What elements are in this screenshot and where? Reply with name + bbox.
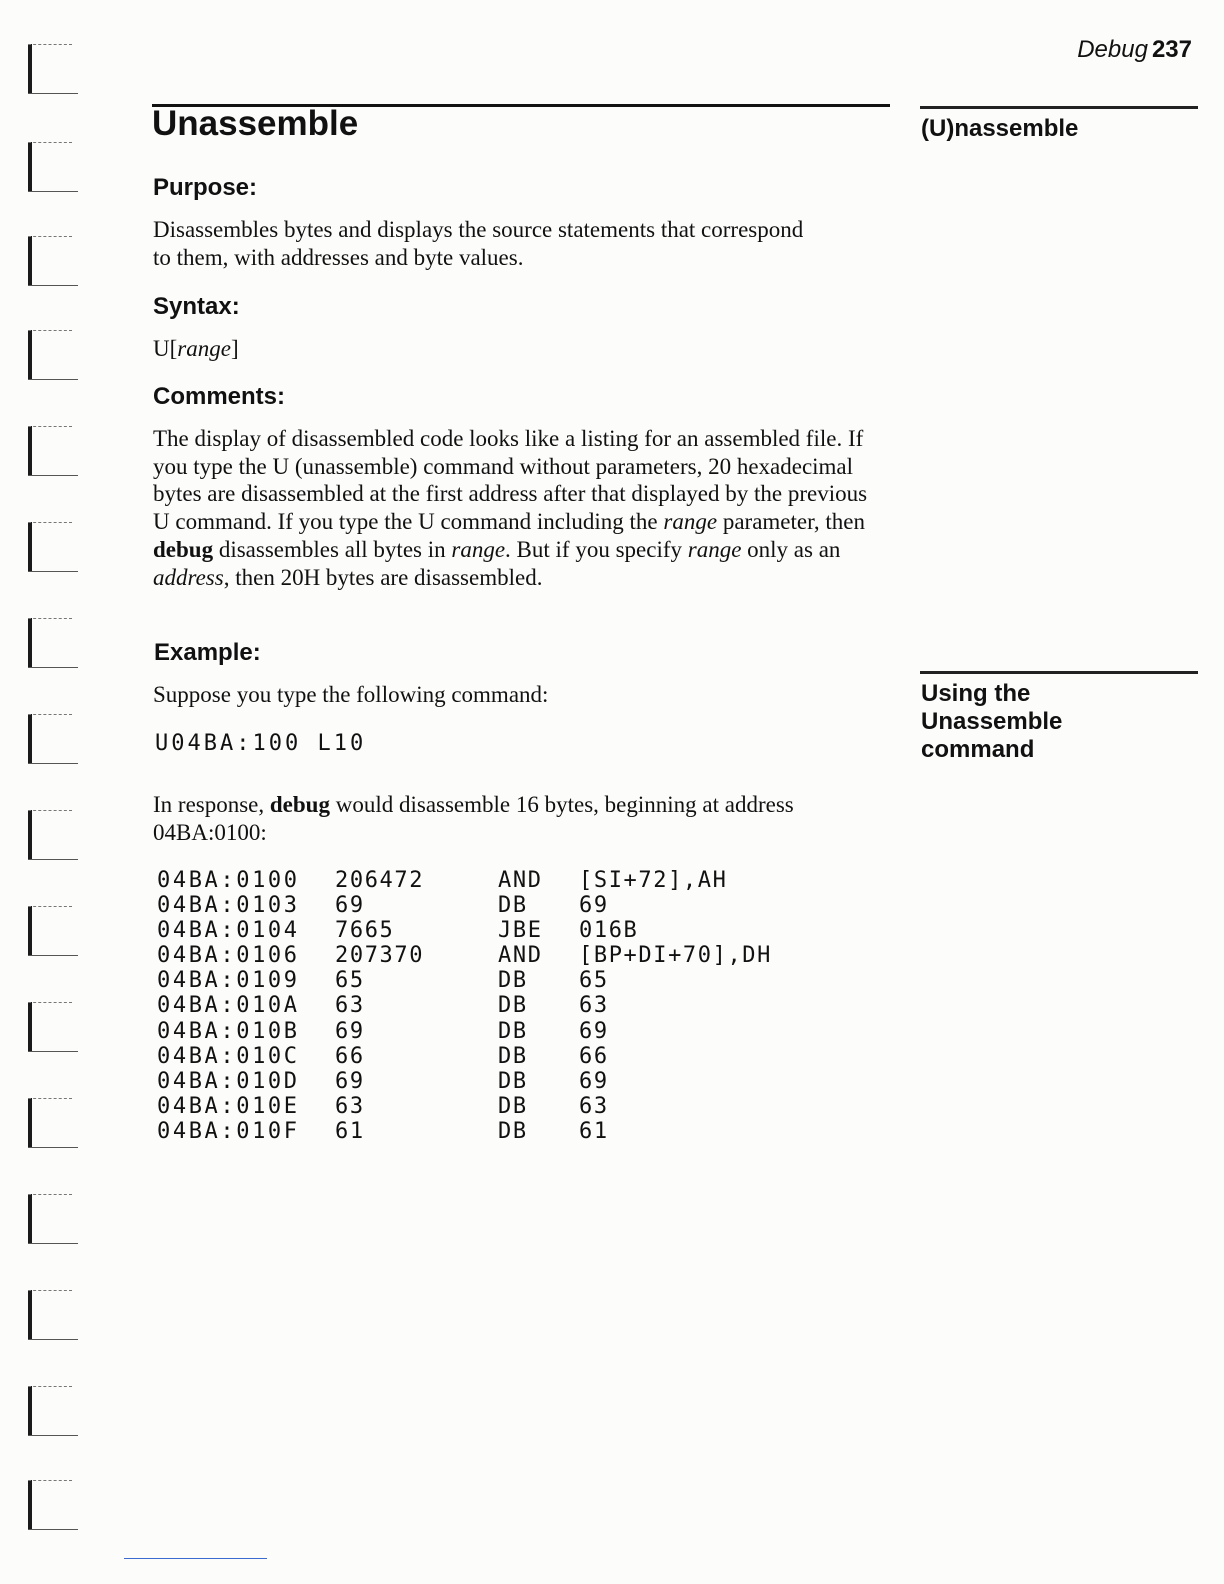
listing-bytes: 63 [335,1093,365,1119]
listing-opcode: DB [498,1043,528,1069]
listing-address: 04BA:010F [157,1118,300,1144]
listing-bytes: 66 [335,1043,365,1069]
listing-opcode: JBE [498,918,543,944]
listing-address: 04BA:0100 [157,868,300,893]
listing-opcode: DB [498,993,528,1019]
listing-opcode: DB [498,1068,528,1094]
listing-operand: 69 [579,1018,609,1044]
margin-note-command: (U)nassemble [921,115,1079,142]
listing-operand: 69 [579,1068,609,1094]
listing-operand: 66 [579,1043,609,1069]
margin-note-example [921,680,1062,764]
listing-opcode: DB [498,968,528,994]
listing-address: 04BA:010C [157,1043,300,1069]
running-head [1077,36,1192,64]
example-intro: Suppose you type the following command: [153,682,549,707]
binder-mark [28,1194,80,1244]
listing-opcode: DB [498,1093,528,1119]
listing-opcode: AND [498,943,543,969]
syntax-heading: Syntax: [153,293,240,320]
binder-mark [28,618,80,668]
listing-operand: 63 [579,1093,609,1119]
page-number: 237 [1151,36,1192,63]
listing-operand: [SI+72],AH [579,868,728,893]
page-title: Unassemble [152,104,359,143]
binder-mark [28,522,80,572]
binder-mark [28,906,80,956]
example-command: U04BA:100 L10 [155,731,367,756]
running-head-section: Debug [1077,36,1148,63]
listing-address: 04BA:0104 [157,918,300,944]
margin-rule-example [920,671,1198,674]
listing-address: 04BA:010D [157,1068,300,1094]
binder-mark [28,44,80,94]
comments-text: The display of disassembled code looks like a listing for an assembled file. If you type the U (unassemble) command without parameters, 20 hexadecimal bytes are disassembled at the first address after that displayed by the previous U command. If you type the U command including the range parameter, then debug disassembles all bytes in range. But if you specify range only as an address, then 20H bytes are disassembled. [153,426,868,590]
listing-bytes: 65 [335,968,365,994]
binder-mark [28,810,80,860]
listing-operand: 63 [579,993,609,1019]
purpose-text: Disassembles bytes and displays the source statements that correspond to them, with addresses and byte values. [153,217,804,270]
listing-address: 04BA:010B [157,1018,300,1044]
listing-bytes: 69 [335,893,365,919]
listing-operand: 016B [579,918,639,944]
listing-bytes: 69 [335,1018,365,1044]
binder-mark [28,330,80,380]
binder-mark [28,1290,80,1340]
listing-bytes: 206472 [335,868,425,893]
listing-opcode: DB [498,1018,528,1044]
listing-opcode: AND [498,868,543,893]
syntax-close-bracket: ] [230,336,239,361]
footer-line [124,1558,267,1559]
comments-heading: Comments: [153,383,286,410]
syntax-param: range [177,336,231,361]
listing-opcode: DB [498,1118,528,1144]
binder-mark [28,426,80,476]
margin-note-line: command [921,736,1035,763]
binder-mark [28,1098,80,1148]
binder-mark [28,1480,80,1530]
binder-mark [28,236,80,286]
listing-opcode: DB [498,893,528,919]
syntax-command: U [153,336,170,361]
binder-mark [28,1386,80,1436]
listing-address: 04BA:0106 [157,943,300,969]
syntax-line [153,335,893,363]
margin-note-line: Unassemble [921,708,1063,735]
listing-bytes: 7665 [335,918,395,944]
listing-address: 04BA:010A [157,993,300,1019]
binder-mark [28,714,80,764]
listing-operand: 61 [579,1118,609,1144]
listing-operand: 65 [579,968,609,994]
listing-bytes: 61 [335,1118,365,1144]
example-response: In response, debug would disassemble 16 bytes, beginning at address 04BA:0100: [153,792,794,845]
listing-operand: 69 [579,893,609,919]
listing-bytes: 63 [335,993,365,1019]
syntax-open-bracket: [ [169,336,178,361]
listing-address: 04BA:0103 [157,893,300,919]
listing-address: 04BA:010E [157,1093,300,1119]
purpose-heading: Purpose: [153,174,258,201]
binder-mark [28,1002,80,1052]
listing-bytes: 207370 [335,943,425,969]
example-heading: Example: [154,639,261,666]
binder-mark [28,142,80,192]
listing-operand: [BP+DI+70],DH [579,943,772,969]
margin-rule-top [920,106,1198,109]
margin-note-line: Using the [921,680,1031,707]
listing-bytes: 69 [335,1068,365,1094]
listing-address: 04BA:0109 [157,968,300,994]
